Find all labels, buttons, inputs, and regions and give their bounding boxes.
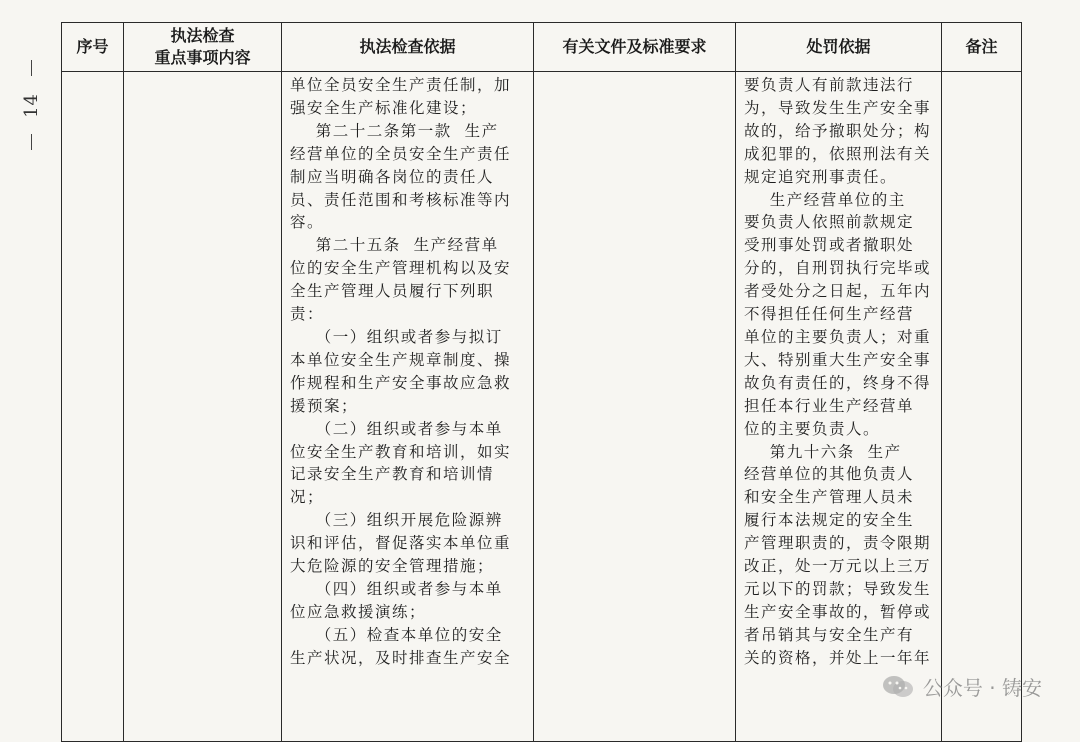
- penalty-line: 成犯罪的，依照刑法有关: [744, 144, 932, 163]
- basis-line: 援预案；: [290, 396, 359, 415]
- header-key-items-line1: 执法检查: [170, 26, 235, 45]
- header-penalty: 处罚依据: [736, 23, 942, 72]
- cell-seq: [62, 72, 124, 742]
- dash-top: [31, 60, 32, 76]
- penalty-line: 和安全生产管理人员未: [744, 488, 915, 507]
- penalty-line: 产管理职责的，责令限期: [744, 534, 932, 553]
- basis-line: 位安全生产教育和培训，如实: [290, 442, 512, 461]
- basis-line: 单位全员安全生产责任制，加: [290, 76, 512, 94]
- penalty-line: 改正，处一万元以上三万: [744, 557, 932, 576]
- penalty-line: 第九十六条 生产: [744, 442, 902, 461]
- penalty-line: 生产经营单位的主: [744, 190, 906, 209]
- header-requirements: 有关文件及标准要求: [534, 23, 736, 72]
- penalty-line: 经营单位的其他负责人: [744, 465, 915, 484]
- basis-line: 容。: [290, 213, 325, 232]
- header-basis: 执法检查依据: [282, 23, 534, 72]
- basis-line: 强安全生产标准化建设；: [290, 98, 478, 117]
- penalty-line: 规定追究刑事责任。: [744, 167, 898, 186]
- watermark-text: 公众号 · 铸安: [922, 676, 1042, 700]
- basis-line: （三）组织开展危险源辨: [290, 511, 503, 530]
- penalty-line: 履行本法规定的安全生: [744, 511, 915, 530]
- penalty-line: 分的，自刑罚执行完毕或: [744, 259, 932, 278]
- basis-line: 全生产管理人员履行下列职: [290, 282, 495, 301]
- penalty-line: 者吊销其与安全生产有: [744, 625, 915, 644]
- basis-line: （二）组织或者参与本单: [290, 419, 503, 438]
- watermark: [881, 672, 1042, 701]
- penalty-line: 担任本行业生产经营单: [744, 396, 915, 415]
- basis-line: 况；: [290, 488, 325, 507]
- basis-line: 识和评估，督促落实本单位重: [290, 534, 512, 553]
- penalty-line: 要负责人依照前款规定: [744, 213, 915, 232]
- penalty-line: 故的，给予撤职处分；构: [744, 121, 932, 140]
- basis-line: 生产状况，及时排查生产安全: [290, 648, 512, 667]
- dash-bottom: [31, 134, 32, 150]
- penalty-line: 大、特别重大生产安全事: [744, 350, 932, 369]
- penalty-line: 为，导致发生生产安全事: [744, 98, 932, 117]
- penalty-line: 关的资格，并处上一年年: [744, 648, 932, 667]
- basis-line: 本单位安全生产规章制度、操: [290, 350, 512, 369]
- table-header-row: [62, 23, 1022, 72]
- basis-text: [282, 72, 533, 670]
- header-seq: 序号: [62, 23, 124, 72]
- cell-key-items: [124, 72, 282, 742]
- basis-line: 作规程和生产安全事故应急救: [290, 373, 512, 392]
- basis-line: 经营单位的全员安全生产责任: [290, 144, 512, 163]
- penalty-line: 元以下的罚款；导致发生: [744, 579, 932, 598]
- basis-line: 第二十五条 生产经营单: [290, 236, 499, 255]
- page-number: 14: [20, 92, 42, 118]
- penalty-line: 单位的主要负责人；对重: [744, 327, 932, 346]
- cell-basis: [282, 72, 534, 742]
- header-key-items-line2: 重点事项内容: [154, 48, 251, 67]
- basis-line: 大危险源的安全管理措施；: [290, 557, 495, 576]
- penalty-line: 不得担任任何生产经营: [744, 305, 915, 324]
- header-key-items: [124, 23, 282, 72]
- basis-line: 第二十二条第一款 生产: [290, 121, 499, 140]
- wechat-icon: [881, 674, 915, 700]
- basis-line: 位的安全生产管理机构以及安: [290, 259, 512, 278]
- penalty-line: 要负责人有前款违法行: [744, 76, 915, 94]
- cell-notes: [942, 72, 1022, 742]
- cell-penalty: [736, 72, 942, 742]
- penalty-line: 故负有责任的，终身不得: [744, 373, 932, 392]
- basis-line: （五）检查本单位的安全: [290, 625, 503, 644]
- penalty-line: 生产安全事故的，暂停或: [744, 602, 932, 621]
- header-notes: 备注: [942, 23, 1022, 72]
- penalty-text: [736, 72, 941, 670]
- penalty-line: 者受处分之日起，五年内: [744, 282, 932, 301]
- penalty-line: 受刑事处罚或者撤职处: [744, 236, 915, 255]
- table-row: [62, 72, 1022, 742]
- enforcement-table: [61, 22, 1022, 742]
- basis-line: 制应当明确各岗位的责任人: [290, 167, 495, 186]
- basis-line: 记录安全生产教育和培训情: [290, 465, 495, 484]
- penalty-line: 位的主要负责人。: [744, 419, 881, 438]
- basis-line: （一）组织或者参与拟订: [290, 327, 503, 346]
- basis-line: 员、责任范围和考核标准等内: [290, 190, 512, 209]
- basis-line: 位应急救援演练；: [290, 602, 427, 621]
- cell-requirements: [534, 72, 736, 742]
- page-number-vertical: [18, 60, 44, 150]
- basis-line: （四）组织或者参与本单: [290, 579, 503, 598]
- basis-line: 责：: [290, 305, 325, 324]
